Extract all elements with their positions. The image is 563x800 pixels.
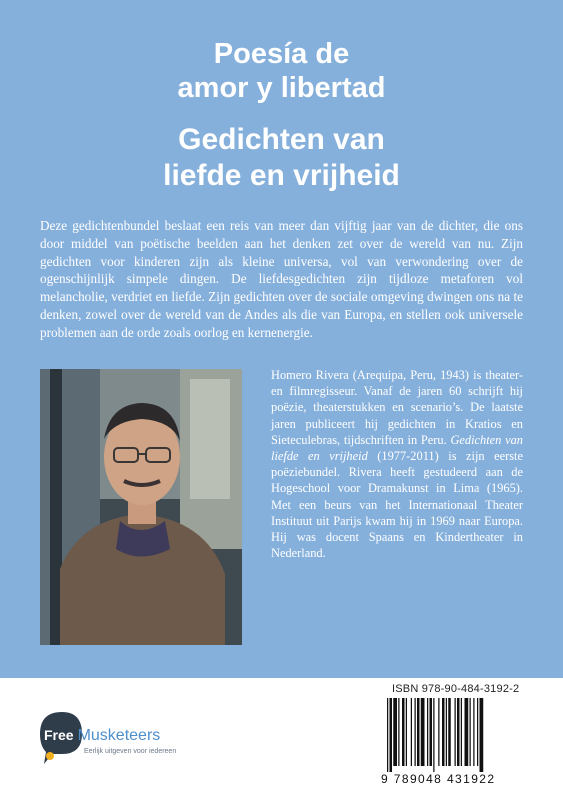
barcode-bar [480,698,484,772]
barcode-bar [411,698,412,766]
barcode-bar [446,698,447,766]
bio-text-2: (1977-2011) is zijn eerste poëziebundel. Rivera heeft gestudeerd aan de Hogeschool voor Dramakunst in Lima (1965). Met een beurs van het Internationaal Theater Instituut uit Parijs kwam hij in 1969 naar Europa. Hij was docent Spaans en Kindertheater in Nederland. [271,449,523,561]
title-dutch [0,122,563,194]
barcode-bar [387,698,388,772]
barcode-bar [477,698,478,766]
publisher-logo [44,727,160,745]
barcode-bar [457,698,460,766]
isbn-label: ISBN 978-90-484-3192-2 [392,683,520,695]
title-spanish [0,37,563,105]
title-spanish-line-2: amor y libertad [177,72,386,104]
barcode-bar [390,698,393,772]
title-dutch-line-1: Gedichten van [178,123,385,156]
barcode-bar [417,698,420,766]
barcode-bar [393,698,397,766]
barcode-bar [465,698,469,766]
barcode-bar [415,698,416,766]
author-photo [40,369,242,645]
barcode-digits: 9 789048 431922 [381,772,496,786]
logo-musketeers: Musketeers [77,727,161,744]
barcode-bar [442,698,445,766]
logo-free: Free [44,727,74,743]
barcode-bar [421,698,425,766]
publisher-tagline: Eerlijk uitgeven voor iedereen [84,748,177,755]
bio-text-1: Homero Rivera (Arequipa, Peru, 1943) is theater- en filmregisseur. Vanaf de jaren 60 schrijft hij poëzie, theaterstukken en scenario’s. De laatste jaren publiceert hij gedichten in Kratios en Sieteculebras, tijdschriften in Peru. [271,368,523,447]
barcode-bar [402,698,405,766]
barcode-bar [470,698,471,766]
title-dutch-line-2: liefde en vrijheid [163,159,400,192]
bio-book-title: Gedichten van liefde en vrijheid [271,432,524,464]
author-bio [271,367,523,561]
barcode-bar [398,698,399,766]
book-blurb: Deze gedichtenbundel beslaat een reis van meer dan vijftig jaar van de dichter, die ons door middel van poëtische beelden aan het denken zet over de wereld van nu. Zijn gedichten voor kinderen zijn als kleine universa, vol van verwondering over de ogenschijnlijk simpele dingen. De liefdesgedichten zijn tijdloze metaforen vol melancholie, verdriet en liefde. Zijn gedichten over de sociale omgeving dwingen ons na te denken, zowel over de wereld van de Andes als die van Europa, en stellen ook universele problemen aan de orde zoals oorlog en kernenergie. [40,218,523,340]
barcode-bar [448,698,451,766]
barcode-bar [473,698,474,766]
barcode-bar [455,698,456,766]
barcode-bar [427,698,428,766]
barcode-bar [433,698,434,772]
barcode-bar [430,698,433,766]
footer [0,678,563,800]
barcode [385,698,545,772]
barcode-bar [461,698,462,766]
title-spanish-line-1: Poesía de [213,38,350,70]
barcode-bar [438,698,439,766]
barcode-bar [406,698,407,766]
